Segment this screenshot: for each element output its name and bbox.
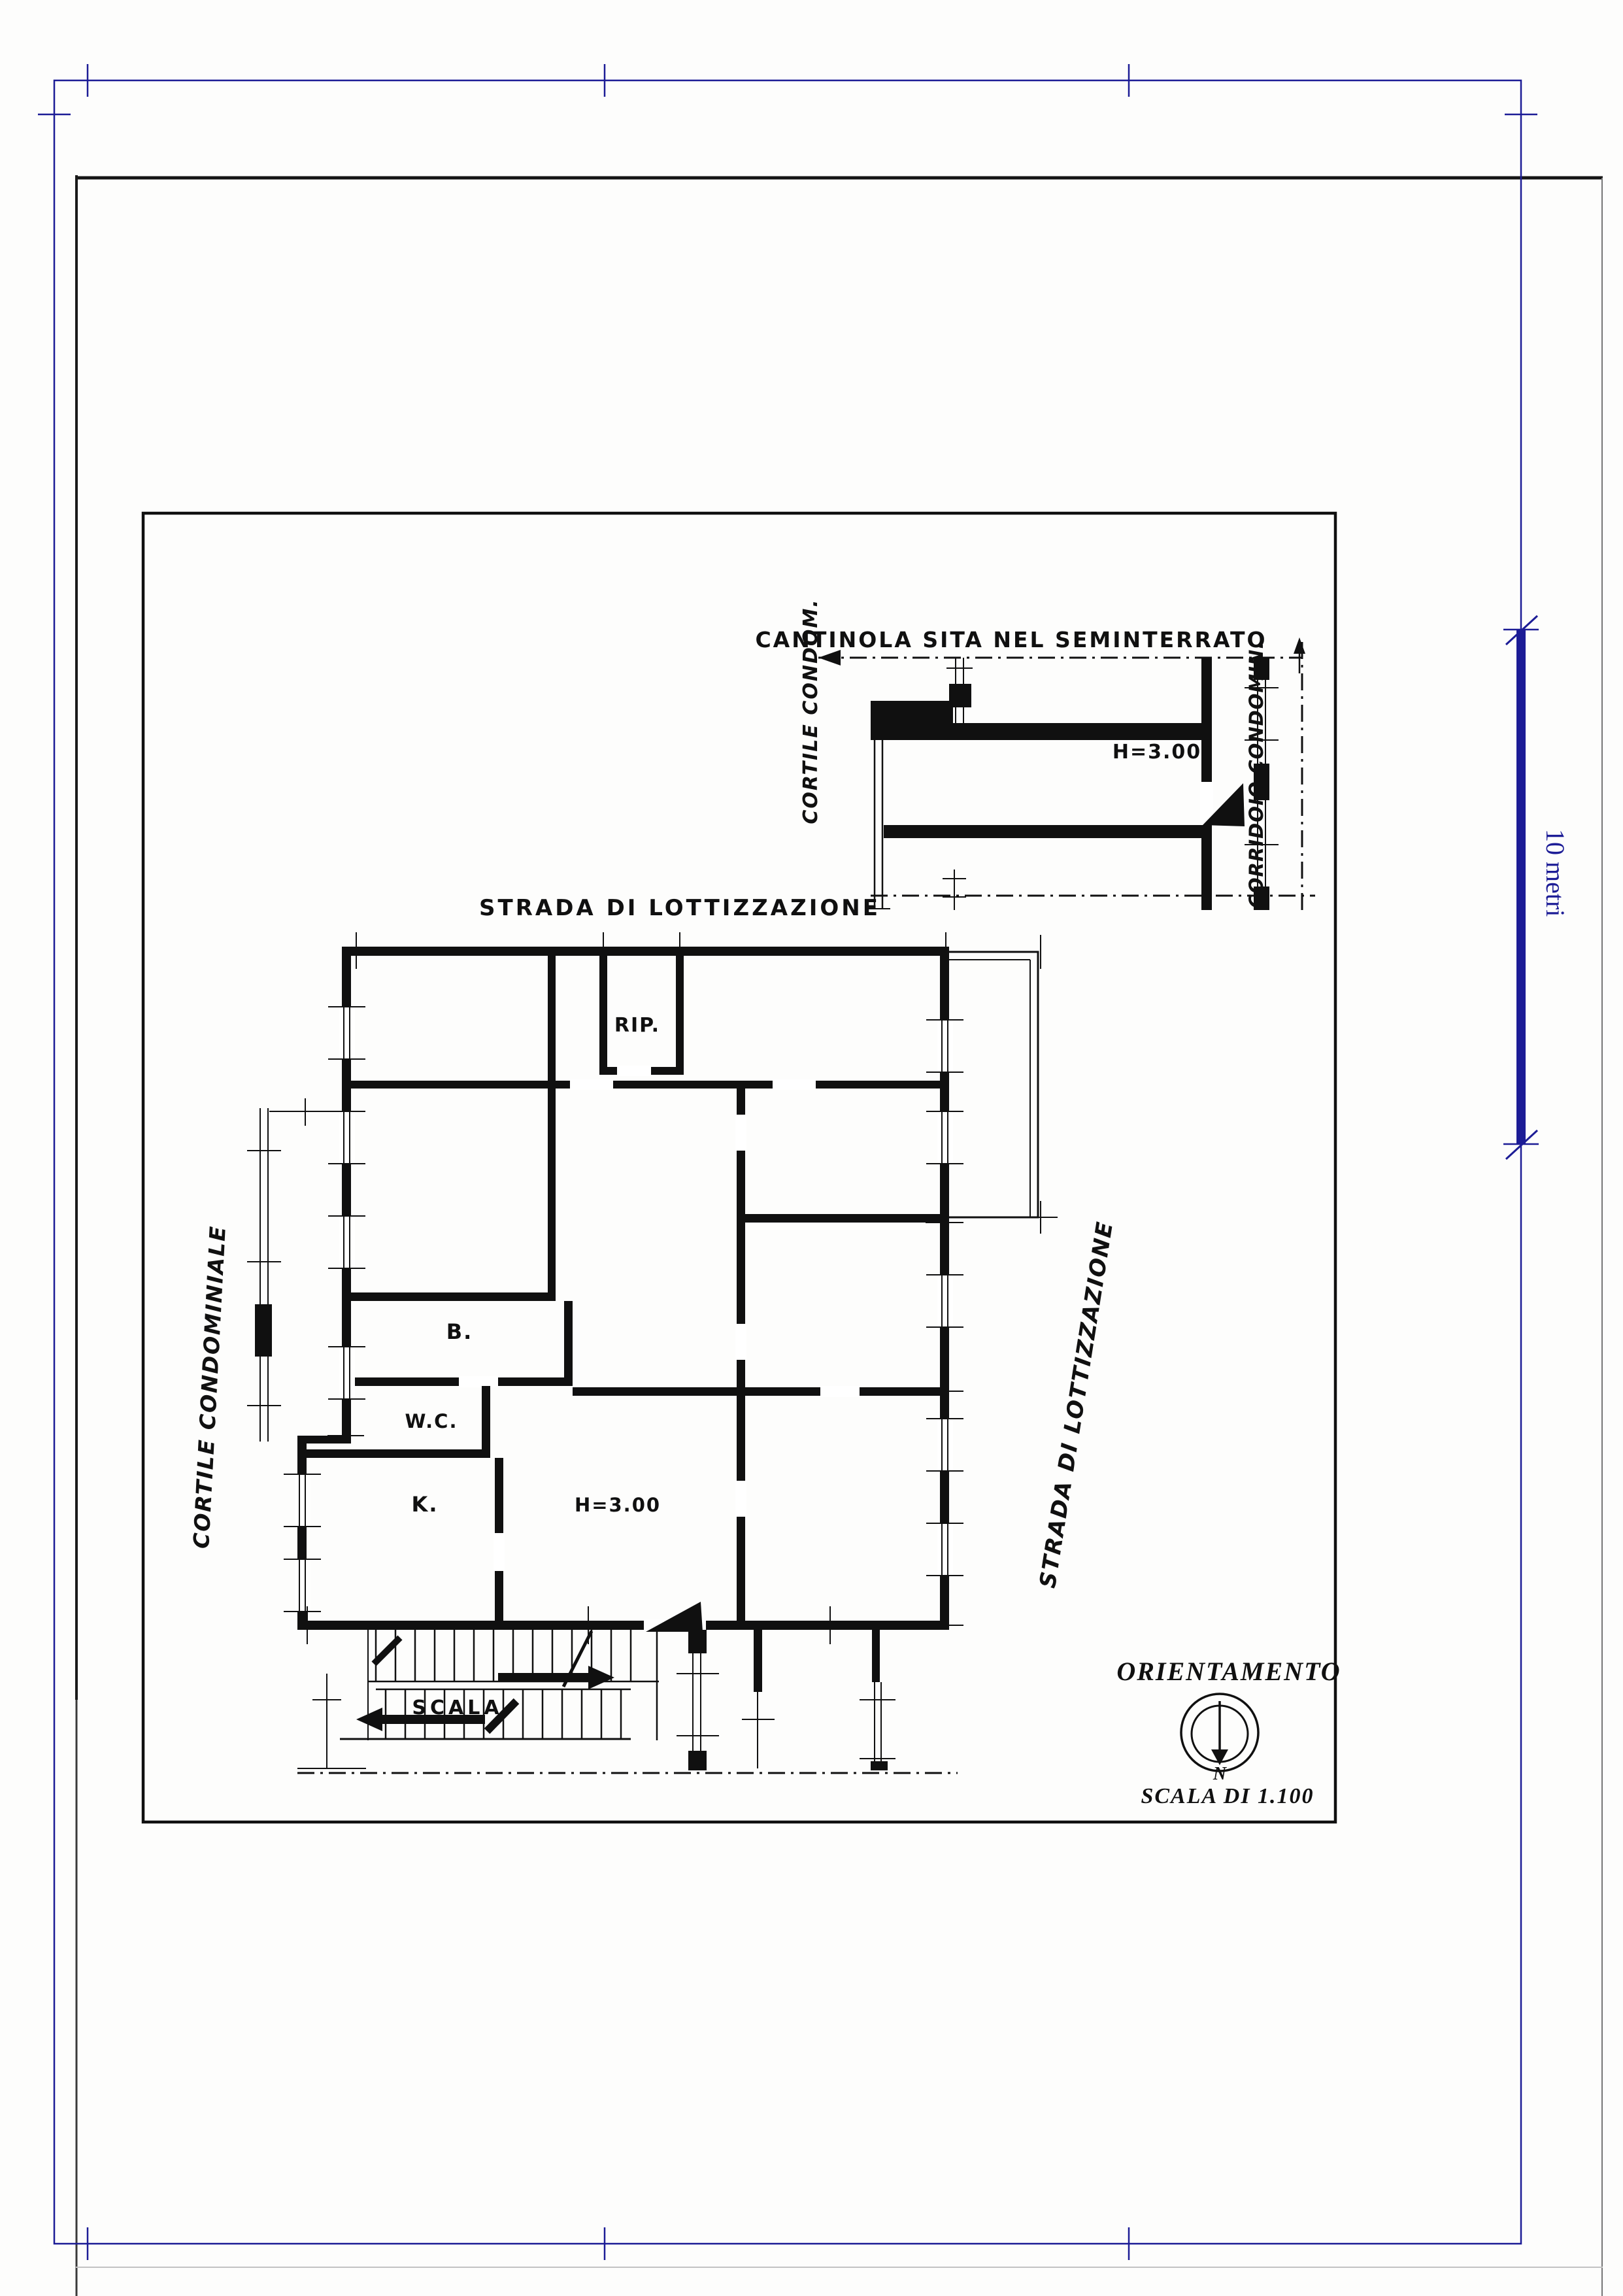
windows: [284, 1007, 963, 1612]
cantinola-title: CANTINOLA SITA NEL SEMINTERRATO: [755, 627, 1267, 652]
sheet-edge-lines: [76, 175, 1603, 2296]
room-labels: [405, 1014, 661, 1517]
corridoio-condomin-label: CORRIDOIO CONDOMIN.: [1245, 641, 1267, 909]
cortile-condominiale-label: CORTILE CONDOMINIALE: [188, 1224, 231, 1549]
trim-frame: [38, 64, 1537, 2260]
interior-walls: [297, 956, 940, 1631]
courtyard-fence: [247, 1098, 342, 1442]
room-label-b: B.: [446, 1319, 473, 1344]
cantinola-plan: [755, 598, 1315, 914]
scale-bar-label: 10 metri: [1541, 829, 1570, 917]
cantinola-height-label: H=3.00: [1112, 741, 1202, 764]
room-label-scala: SCALA: [412, 1697, 503, 1719]
north-compass-icon: [1181, 1694, 1258, 1771]
main-plan: [247, 932, 1058, 1773]
porch-outline: [949, 935, 1058, 1234]
north-letter: N: [1213, 1764, 1227, 1784]
cortile-condom-label: CORTILE CONDOM.: [799, 598, 822, 824]
scale-bar: [1503, 616, 1570, 1159]
room-label-rip: RIP.: [614, 1014, 661, 1037]
room-label-height: H=3.00: [574, 1494, 661, 1516]
lower-corridor: [297, 1630, 958, 1773]
strada-top-label: STRADA DI LOTTIZZAZIONE: [479, 895, 880, 921]
exterior-walls: [297, 947, 949, 1630]
orientation-block: [1116, 1657, 1341, 1808]
orientation-title: ORIENTAMENTO: [1116, 1657, 1341, 1686]
scale-note: SCALA DI 1.100: [1141, 1784, 1314, 1808]
entry-door-swing-triangle: [646, 1602, 703, 1632]
dimension-ticks: [307, 932, 963, 1644]
room-label-k: K.: [411, 1492, 439, 1517]
room-label-wc: W.C.: [405, 1410, 458, 1432]
strada-right-label: STRADA DI LOTTIZZAZIONE: [1034, 1219, 1119, 1590]
